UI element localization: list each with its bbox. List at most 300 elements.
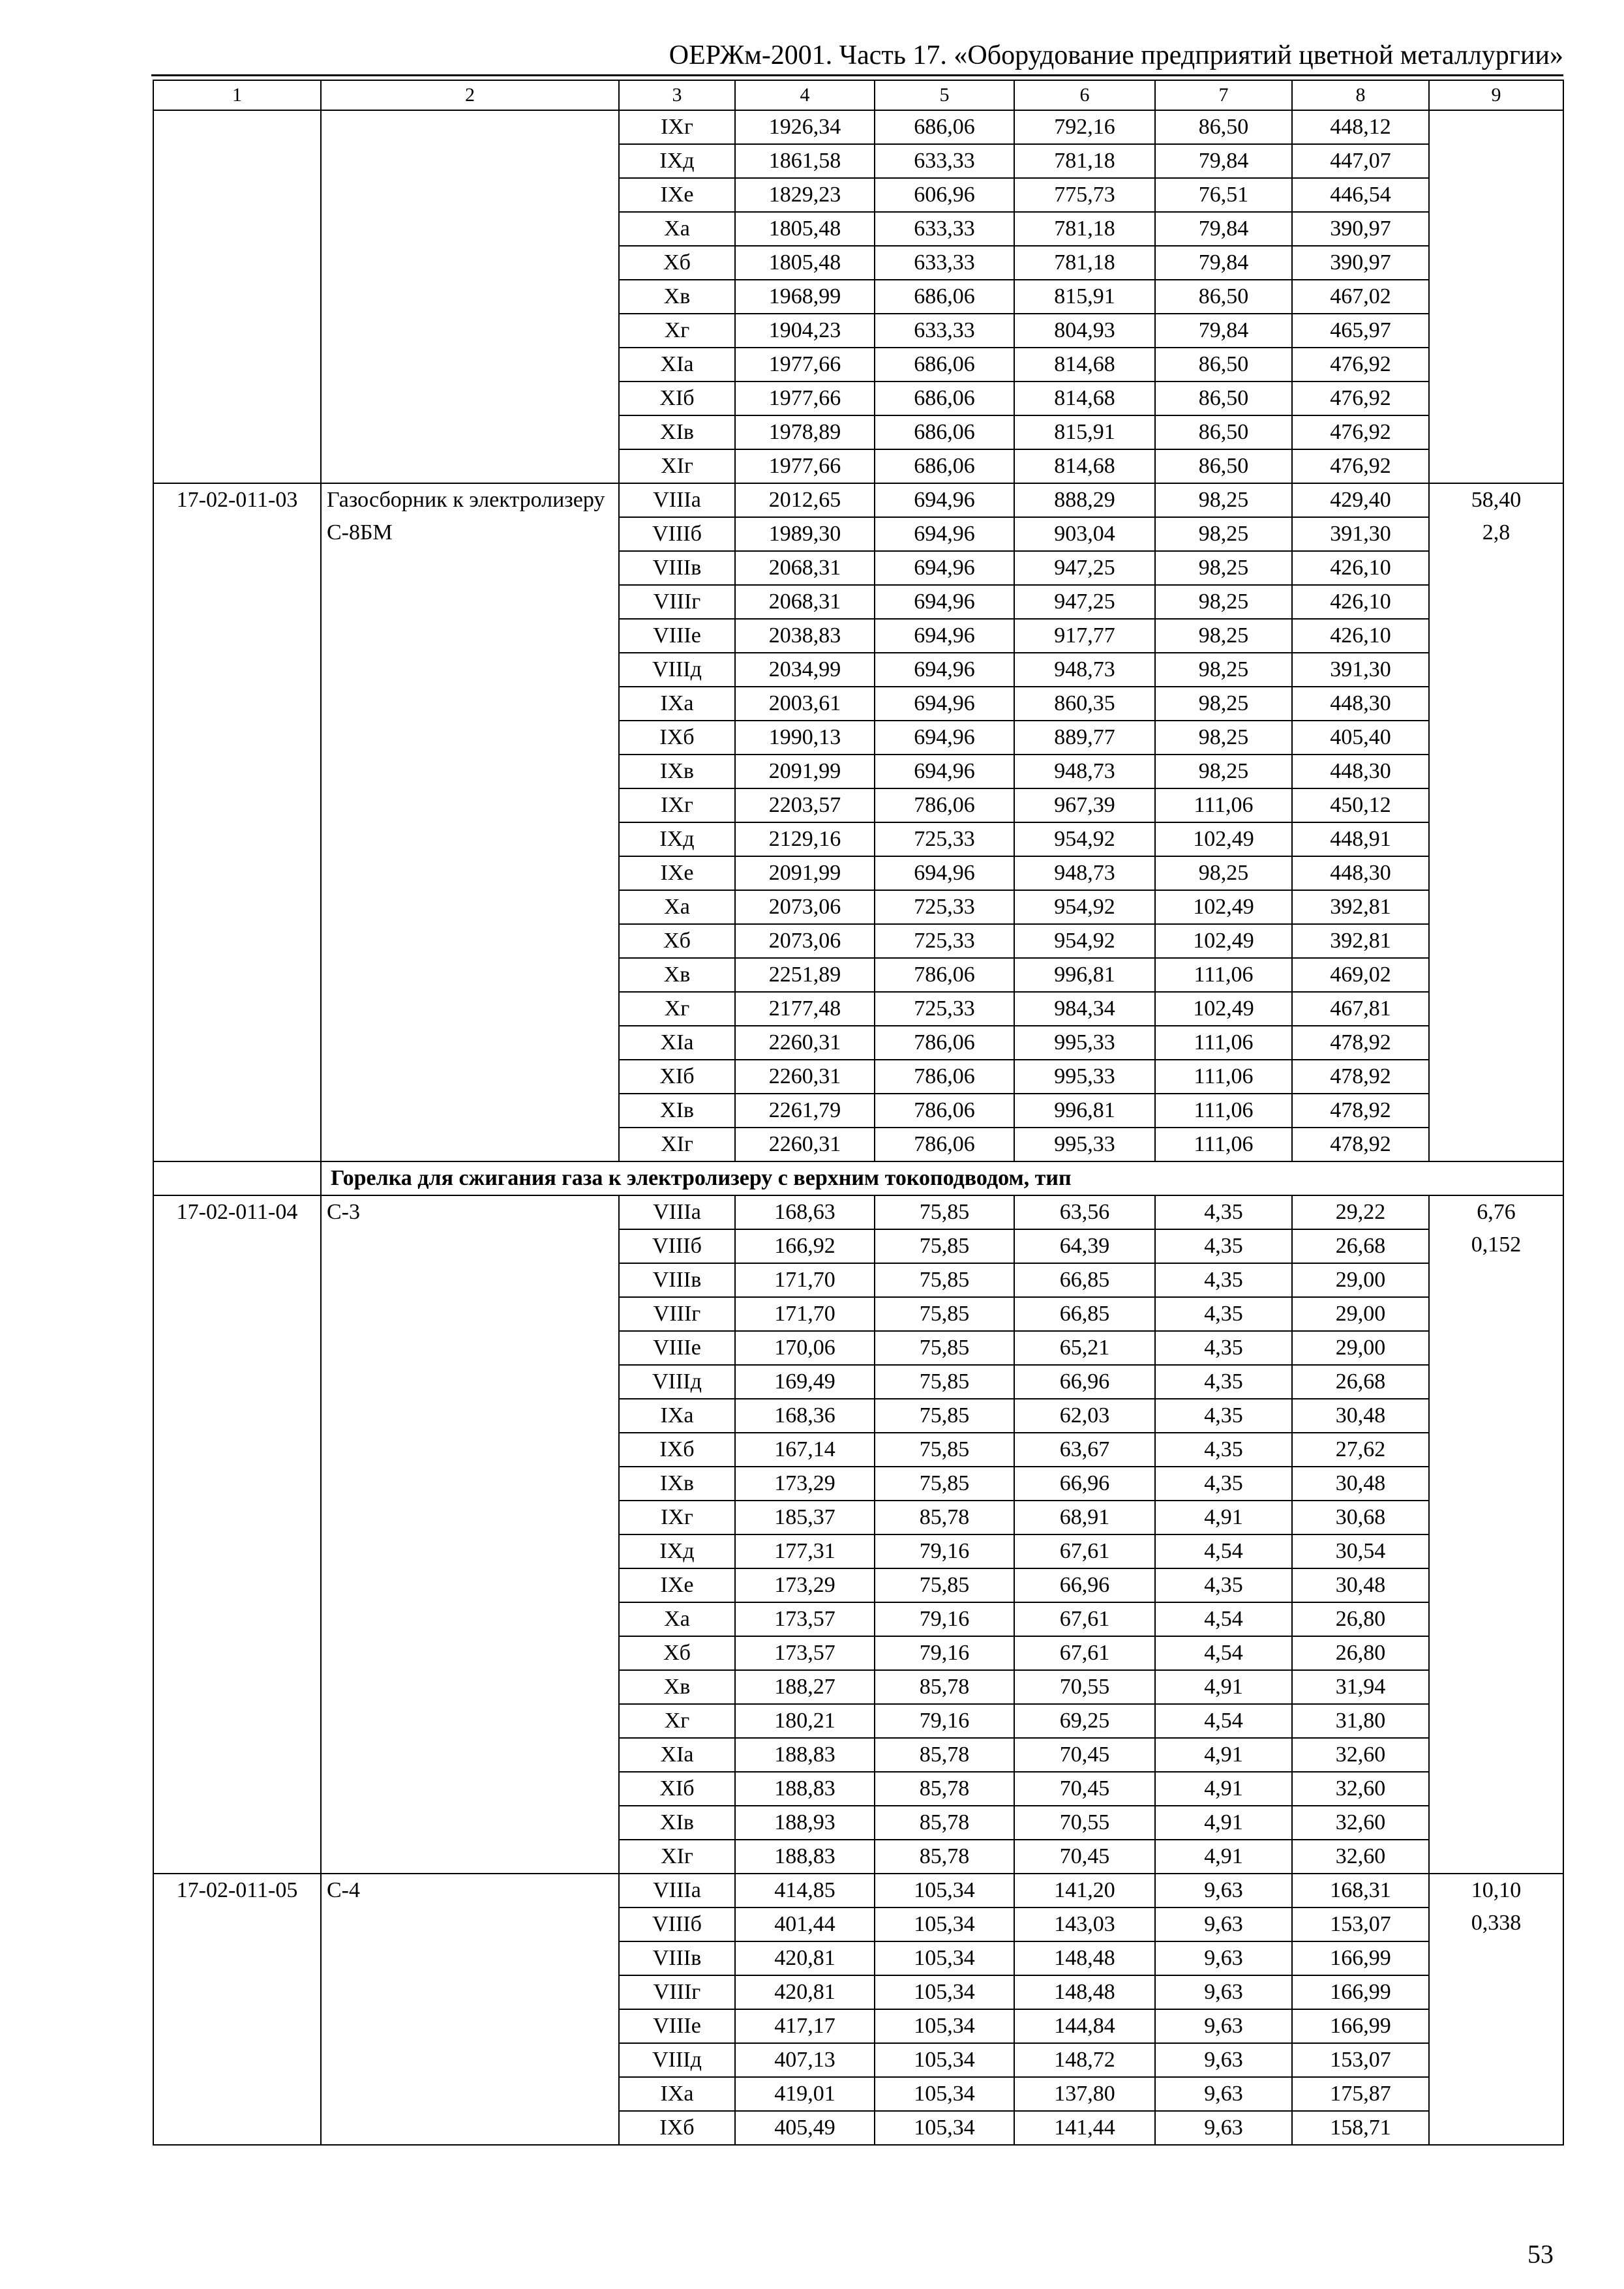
value-cell: 2261,79: [735, 1094, 875, 1128]
value-cell: 75,85: [875, 1568, 1014, 1602]
value-cell: 31,94: [1292, 1670, 1429, 1704]
value-cell: 1861,58: [735, 144, 875, 178]
value-cell: 102,49: [1155, 924, 1292, 958]
value-cell: 633,33: [875, 212, 1014, 246]
value-cell: 173,29: [735, 1568, 875, 1602]
value-cell: 2091,99: [735, 755, 875, 788]
value-cell: 105,34: [875, 1908, 1014, 1941]
item-code: 17-02-011-03: [153, 483, 321, 1161]
zone-cell: IXв: [619, 755, 735, 788]
value-cell: 725,33: [875, 924, 1014, 958]
value-cell: 153,07: [1292, 1908, 1429, 1941]
value-cell: 98,25: [1155, 721, 1292, 755]
value-cell: 419,01: [735, 2077, 875, 2111]
table-row: [153, 1874, 1563, 1908]
value-cell: 29,00: [1292, 1297, 1429, 1331]
value-cell: 170,06: [735, 1331, 875, 1365]
value-cell: 2034,99: [735, 653, 875, 687]
value-cell: 9,63: [1155, 1874, 1292, 1908]
value-cell: 995,33: [1014, 1026, 1155, 1060]
value-cell: 967,39: [1014, 788, 1155, 822]
value-cell: 4,54: [1155, 1534, 1292, 1568]
column-9-value: 10,10: [1471, 1878, 1522, 1902]
zone-cell: IXг: [619, 788, 735, 822]
value-cell: 30,48: [1292, 1568, 1429, 1602]
value-cell: 76,51: [1155, 178, 1292, 212]
value-cell: 4,35: [1155, 1365, 1292, 1399]
value-cell: 478,92: [1292, 1094, 1429, 1128]
value-cell: 401,44: [735, 1908, 875, 1941]
column-number-cell: 9: [1429, 80, 1563, 110]
value-cell: 390,97: [1292, 212, 1429, 246]
value-cell: 786,06: [875, 788, 1014, 822]
value-cell: 786,06: [875, 1060, 1014, 1094]
value-cell: 392,81: [1292, 890, 1429, 924]
value-cell: 148,48: [1014, 1975, 1155, 2009]
value-cell: 2038,83: [735, 619, 875, 653]
value-cell: 75,85: [875, 1263, 1014, 1297]
value-cell: 66,96: [1014, 1467, 1155, 1501]
zone-cell: VIIIа: [619, 1195, 735, 1229]
value-cell: 775,73: [1014, 178, 1155, 212]
item-name: [321, 110, 619, 483]
value-cell: 79,84: [1155, 314, 1292, 348]
zone-cell: XIв: [619, 1094, 735, 1128]
zone-cell: XIб: [619, 1772, 735, 1806]
value-cell: 70,55: [1014, 1670, 1155, 1704]
value-cell: 166,92: [735, 1229, 875, 1263]
value-cell: 79,16: [875, 1704, 1014, 1738]
value-cell: 75,85: [875, 1467, 1014, 1501]
zone-cell: VIIIа: [619, 483, 735, 517]
zone-cell: XIв: [619, 1806, 735, 1840]
value-cell: 188,83: [735, 1772, 875, 1806]
value-cell: 947,25: [1014, 585, 1155, 619]
value-cell: 390,97: [1292, 246, 1429, 280]
value-cell: 26,68: [1292, 1365, 1429, 1399]
value-cell: 105,34: [875, 1941, 1014, 1975]
value-cell: 30,48: [1292, 1467, 1429, 1501]
value-cell: 173,57: [735, 1636, 875, 1670]
zone-cell: VIIIд: [619, 653, 735, 687]
value-cell: 392,81: [1292, 924, 1429, 958]
value-cell: 173,29: [735, 1467, 875, 1501]
value-cell: 98,25: [1155, 483, 1292, 517]
zone-cell: VIIIд: [619, 2043, 735, 2077]
value-cell: 903,04: [1014, 517, 1155, 551]
section-heading-blank: [153, 1161, 321, 1195]
value-cell: 66,96: [1014, 1568, 1155, 1602]
zone-cell: VIIIа: [619, 1874, 735, 1908]
value-cell: 9,63: [1155, 1908, 1292, 1941]
value-cell: 166,99: [1292, 1941, 1429, 1975]
table-row: [153, 483, 1563, 517]
value-cell: 2068,31: [735, 585, 875, 619]
value-cell: 4,35: [1155, 1229, 1292, 1263]
header-rule: [151, 74, 1563, 76]
zone-cell: VIIIб: [619, 1908, 735, 1941]
value-cell: 141,44: [1014, 2111, 1155, 2145]
value-cell: 79,84: [1155, 144, 1292, 178]
value-cell: 85,78: [875, 1772, 1014, 1806]
value-cell: 86,50: [1155, 348, 1292, 382]
column-number-cell: 4: [735, 80, 875, 110]
zone-cell: IXб: [619, 2111, 735, 2145]
zone-cell: IXе: [619, 856, 735, 890]
value-cell: 954,92: [1014, 924, 1155, 958]
value-cell: 476,92: [1292, 382, 1429, 415]
value-cell: 4,91: [1155, 1738, 1292, 1772]
zone-cell: IXв: [619, 1467, 735, 1501]
value-cell: 781,18: [1014, 246, 1155, 280]
value-cell: 426,10: [1292, 619, 1429, 653]
value-cell: 996,81: [1014, 1094, 1155, 1128]
value-cell: 29,22: [1292, 1195, 1429, 1229]
value-cell: 467,02: [1292, 280, 1429, 314]
value-cell: 888,29: [1014, 483, 1155, 517]
value-cell: 137,80: [1014, 2077, 1155, 2111]
value-cell: 30,54: [1292, 1534, 1429, 1568]
value-cell: 32,60: [1292, 1840, 1429, 1874]
value-cell: 446,54: [1292, 178, 1429, 212]
zone-cell: VIIIе: [619, 2009, 735, 2043]
zone-cell: Xг: [619, 314, 735, 348]
value-cell: 414,85: [735, 1874, 875, 1908]
column-9-value: 0,338: [1471, 1911, 1522, 1935]
value-cell: 70,45: [1014, 1840, 1155, 1874]
value-cell: 65,21: [1014, 1331, 1155, 1365]
value-cell: 478,92: [1292, 1128, 1429, 1161]
value-cell: 4,54: [1155, 1704, 1292, 1738]
value-cell: 448,30: [1292, 687, 1429, 721]
value-cell: 86,50: [1155, 382, 1292, 415]
value-cell: 2091,99: [735, 856, 875, 890]
value-cell: 4,91: [1155, 1501, 1292, 1534]
value-cell: 2068,31: [735, 551, 875, 585]
value-cell: 815,91: [1014, 280, 1155, 314]
zone-cell: IXг: [619, 1501, 735, 1534]
value-cell: 2129,16: [735, 822, 875, 856]
value-cell: 447,07: [1292, 144, 1429, 178]
value-cell: 417,17: [735, 2009, 875, 2043]
value-cell: 75,85: [875, 1433, 1014, 1467]
value-cell: 70,55: [1014, 1806, 1155, 1840]
value-cell: 75,85: [875, 1365, 1014, 1399]
value-cell: 62,03: [1014, 1399, 1155, 1433]
value-cell: 169,49: [735, 1365, 875, 1399]
value-cell: 2012,65: [735, 483, 875, 517]
value-cell: 98,25: [1155, 551, 1292, 585]
value-cell: 2073,06: [735, 890, 875, 924]
column-9-values: [1429, 110, 1563, 483]
value-cell: 786,06: [875, 958, 1014, 992]
value-cell: 4,91: [1155, 1670, 1292, 1704]
value-cell: 105,34: [875, 1975, 1014, 2009]
value-cell: 79,16: [875, 1602, 1014, 1636]
zone-cell: Xг: [619, 1704, 735, 1738]
value-cell: 86,50: [1155, 449, 1292, 483]
value-cell: 4,35: [1155, 1195, 1292, 1229]
rates-table: [153, 80, 1564, 2146]
value-cell: 141,20: [1014, 1874, 1155, 1908]
value-cell: 426,10: [1292, 551, 1429, 585]
column-number-cell: 2: [321, 80, 619, 110]
value-cell: 166,99: [1292, 1975, 1429, 2009]
value-cell: 448,30: [1292, 856, 1429, 890]
value-cell: 426,10: [1292, 585, 1429, 619]
zone-cell: VIIIд: [619, 1365, 735, 1399]
item-code: 17-02-011-04: [153, 1195, 321, 1874]
zone-cell: XIг: [619, 1128, 735, 1161]
value-cell: 9,63: [1155, 2043, 1292, 2077]
zone-cell: XIб: [619, 382, 735, 415]
value-cell: 694,96: [875, 619, 1014, 653]
column-number-row: [153, 80, 1563, 110]
value-cell: 86,50: [1155, 280, 1292, 314]
value-cell: 996,81: [1014, 958, 1155, 992]
zone-cell: XIг: [619, 449, 735, 483]
value-cell: 786,06: [875, 1026, 1014, 1060]
value-cell: 633,33: [875, 144, 1014, 178]
zone-cell: IXе: [619, 178, 735, 212]
value-cell: 32,60: [1292, 1772, 1429, 1806]
value-cell: 67,61: [1014, 1534, 1155, 1568]
value-cell: 694,96: [875, 483, 1014, 517]
zone-cell: IXа: [619, 687, 735, 721]
value-cell: 105,34: [875, 2111, 1014, 2145]
value-cell: 2260,31: [735, 1060, 875, 1094]
value-cell: 105,34: [875, 2077, 1014, 2111]
value-cell: 781,18: [1014, 144, 1155, 178]
value-cell: 4,35: [1155, 1331, 1292, 1365]
value-cell: 167,14: [735, 1433, 875, 1467]
value-cell: 148,72: [1014, 2043, 1155, 2077]
value-cell: 686,06: [875, 110, 1014, 144]
item-code: 17-02-011-05: [153, 1874, 321, 2145]
value-cell: 105,34: [875, 2043, 1014, 2077]
value-cell: 111,06: [1155, 788, 1292, 822]
zone-cell: IXг: [619, 110, 735, 144]
value-cell: 4,91: [1155, 1772, 1292, 1806]
value-cell: 168,63: [735, 1195, 875, 1229]
value-cell: 111,06: [1155, 958, 1292, 992]
value-cell: 111,06: [1155, 1094, 1292, 1128]
section-heading: Горелка для сжигания газа к электролизеру с верхним токоподводом, тип: [321, 1161, 1563, 1195]
value-cell: 694,96: [875, 653, 1014, 687]
value-cell: 917,77: [1014, 619, 1155, 653]
value-cell: 144,84: [1014, 2009, 1155, 2043]
value-cell: 4,54: [1155, 1602, 1292, 1636]
value-cell: 171,70: [735, 1263, 875, 1297]
zone-cell: Xа: [619, 890, 735, 924]
value-cell: 1829,23: [735, 178, 875, 212]
column-number-cell: 5: [875, 80, 1014, 110]
value-cell: 98,25: [1155, 755, 1292, 788]
zone-cell: XIа: [619, 1738, 735, 1772]
value-cell: 450,12: [1292, 788, 1429, 822]
value-cell: 75,85: [875, 1331, 1014, 1365]
zone-cell: VIIIг: [619, 1297, 735, 1331]
value-cell: 1977,66: [735, 449, 875, 483]
value-cell: 4,35: [1155, 1399, 1292, 1433]
value-cell: 2260,31: [735, 1128, 875, 1161]
value-cell: 98,25: [1155, 517, 1292, 551]
value-cell: 476,92: [1292, 449, 1429, 483]
value-cell: 725,33: [875, 822, 1014, 856]
value-cell: 30,68: [1292, 1501, 1429, 1534]
value-cell: 105,34: [875, 2009, 1014, 2043]
value-cell: 98,25: [1155, 585, 1292, 619]
column-9-value: 6,76: [1477, 1200, 1516, 1224]
value-cell: 814,68: [1014, 382, 1155, 415]
value-cell: 68,91: [1014, 1501, 1155, 1534]
value-cell: 815,91: [1014, 415, 1155, 449]
item-code: [153, 110, 321, 483]
value-cell: 694,96: [875, 856, 1014, 890]
column-9-values: [1429, 1874, 1563, 2145]
column-number-cell: 8: [1292, 80, 1429, 110]
value-cell: 4,91: [1155, 1840, 1292, 1874]
value-cell: 948,73: [1014, 755, 1155, 788]
value-cell: 66,85: [1014, 1263, 1155, 1297]
value-cell: 686,06: [875, 415, 1014, 449]
zone-cell: Xб: [619, 924, 735, 958]
value-cell: 2203,57: [735, 788, 875, 822]
value-cell: 1989,30: [735, 517, 875, 551]
value-cell: 32,60: [1292, 1738, 1429, 1772]
value-cell: 2073,06: [735, 924, 875, 958]
value-cell: 185,37: [735, 1501, 875, 1534]
value-cell: 407,13: [735, 2043, 875, 2077]
value-cell: 4,35: [1155, 1297, 1292, 1331]
value-cell: 686,06: [875, 280, 1014, 314]
value-cell: 111,06: [1155, 1026, 1292, 1060]
value-cell: 1968,99: [735, 280, 875, 314]
value-cell: 478,92: [1292, 1060, 1429, 1094]
zone-cell: XIа: [619, 1026, 735, 1060]
item-name: Газосборник к электролизеру С-8БМ: [321, 483, 619, 1161]
zone-cell: VIIIв: [619, 551, 735, 585]
value-cell: 1978,89: [735, 415, 875, 449]
zone-cell: Xб: [619, 246, 735, 280]
value-cell: 478,92: [1292, 1026, 1429, 1060]
value-cell: 98,25: [1155, 856, 1292, 890]
value-cell: 467,81: [1292, 992, 1429, 1026]
page-header: ОЕРЖм-2001. Часть 17. «Оборудование предприятий цветной металлургии»: [669, 40, 1563, 70]
column-9-value: 2,8: [1482, 520, 1511, 545]
value-cell: 4,91: [1155, 1806, 1292, 1840]
value-cell: 111,06: [1155, 1060, 1292, 1094]
value-cell: 102,49: [1155, 992, 1292, 1026]
table-row: [153, 110, 1563, 144]
value-cell: 947,25: [1014, 551, 1155, 585]
value-cell: 948,73: [1014, 653, 1155, 687]
zone-cell: XIб: [619, 1060, 735, 1094]
value-cell: 420,81: [735, 1941, 875, 1975]
value-cell: 954,92: [1014, 822, 1155, 856]
value-cell: 180,21: [735, 1704, 875, 1738]
value-cell: 405,49: [735, 2111, 875, 2145]
section-heading-row: [153, 1161, 1563, 1195]
zone-cell: VIIIг: [619, 1975, 735, 2009]
value-cell: 85,78: [875, 1670, 1014, 1704]
value-cell: 67,61: [1014, 1636, 1155, 1670]
value-cell: 694,96: [875, 517, 1014, 551]
value-cell: 111,06: [1155, 1128, 1292, 1161]
value-cell: 1805,48: [735, 212, 875, 246]
value-cell: 188,93: [735, 1806, 875, 1840]
column-9-values: [1429, 1195, 1563, 1874]
column-number-cell: 6: [1014, 80, 1155, 110]
value-cell: 405,40: [1292, 721, 1429, 755]
zone-cell: Xв: [619, 1670, 735, 1704]
column-9-value: 58,40: [1471, 488, 1522, 512]
value-cell: 175,87: [1292, 2077, 1429, 2111]
value-cell: 9,63: [1155, 1975, 1292, 2009]
value-cell: 85,78: [875, 1840, 1014, 1874]
column-number-cell: 3: [619, 80, 735, 110]
value-cell: 814,68: [1014, 449, 1155, 483]
value-cell: 86,50: [1155, 110, 1292, 144]
value-cell: 1990,13: [735, 721, 875, 755]
value-cell: 67,61: [1014, 1602, 1155, 1636]
value-cell: 26,80: [1292, 1636, 1429, 1670]
value-cell: 32,60: [1292, 1806, 1429, 1840]
item-name: С-4: [321, 1874, 619, 2145]
zone-cell: Xа: [619, 1602, 735, 1636]
value-cell: 168,31: [1292, 1874, 1429, 1908]
value-cell: 860,35: [1014, 687, 1155, 721]
value-cell: 694,96: [875, 687, 1014, 721]
value-cell: 686,06: [875, 449, 1014, 483]
value-cell: 75,85: [875, 1399, 1014, 1433]
value-cell: 954,92: [1014, 890, 1155, 924]
value-cell: 786,06: [875, 1128, 1014, 1161]
value-cell: 79,16: [875, 1534, 1014, 1568]
value-cell: 75,85: [875, 1195, 1014, 1229]
value-cell: 166,99: [1292, 2009, 1429, 2043]
value-cell: 448,12: [1292, 110, 1429, 144]
value-cell: 64,39: [1014, 1229, 1155, 1263]
value-cell: 786,06: [875, 1094, 1014, 1128]
zone-cell: VIIIб: [619, 1229, 735, 1263]
column-number-cell: 1: [153, 80, 321, 110]
value-cell: 2003,61: [735, 687, 875, 721]
zone-cell: VIIIв: [619, 1263, 735, 1297]
value-cell: 9,63: [1155, 1941, 1292, 1975]
zone-cell: Xв: [619, 958, 735, 992]
value-cell: 792,16: [1014, 110, 1155, 144]
value-cell: 814,68: [1014, 348, 1155, 382]
value-cell: 948,73: [1014, 856, 1155, 890]
value-cell: 98,25: [1155, 687, 1292, 721]
value-cell: 148,48: [1014, 1941, 1155, 1975]
value-cell: 173,57: [735, 1602, 875, 1636]
value-cell: 66,85: [1014, 1297, 1155, 1331]
value-cell: 469,02: [1292, 958, 1429, 992]
value-cell: 66,96: [1014, 1365, 1155, 1399]
value-cell: 75,85: [875, 1229, 1014, 1263]
value-cell: 2251,89: [735, 958, 875, 992]
value-cell: 63,67: [1014, 1433, 1155, 1467]
value-cell: 30,48: [1292, 1399, 1429, 1433]
zone-cell: Xа: [619, 212, 735, 246]
value-cell: 27,62: [1292, 1433, 1429, 1467]
value-cell: 420,81: [735, 1975, 875, 2009]
zone-cell: VIIIе: [619, 619, 735, 653]
value-cell: 1977,66: [735, 382, 875, 415]
value-cell: 98,25: [1155, 653, 1292, 687]
